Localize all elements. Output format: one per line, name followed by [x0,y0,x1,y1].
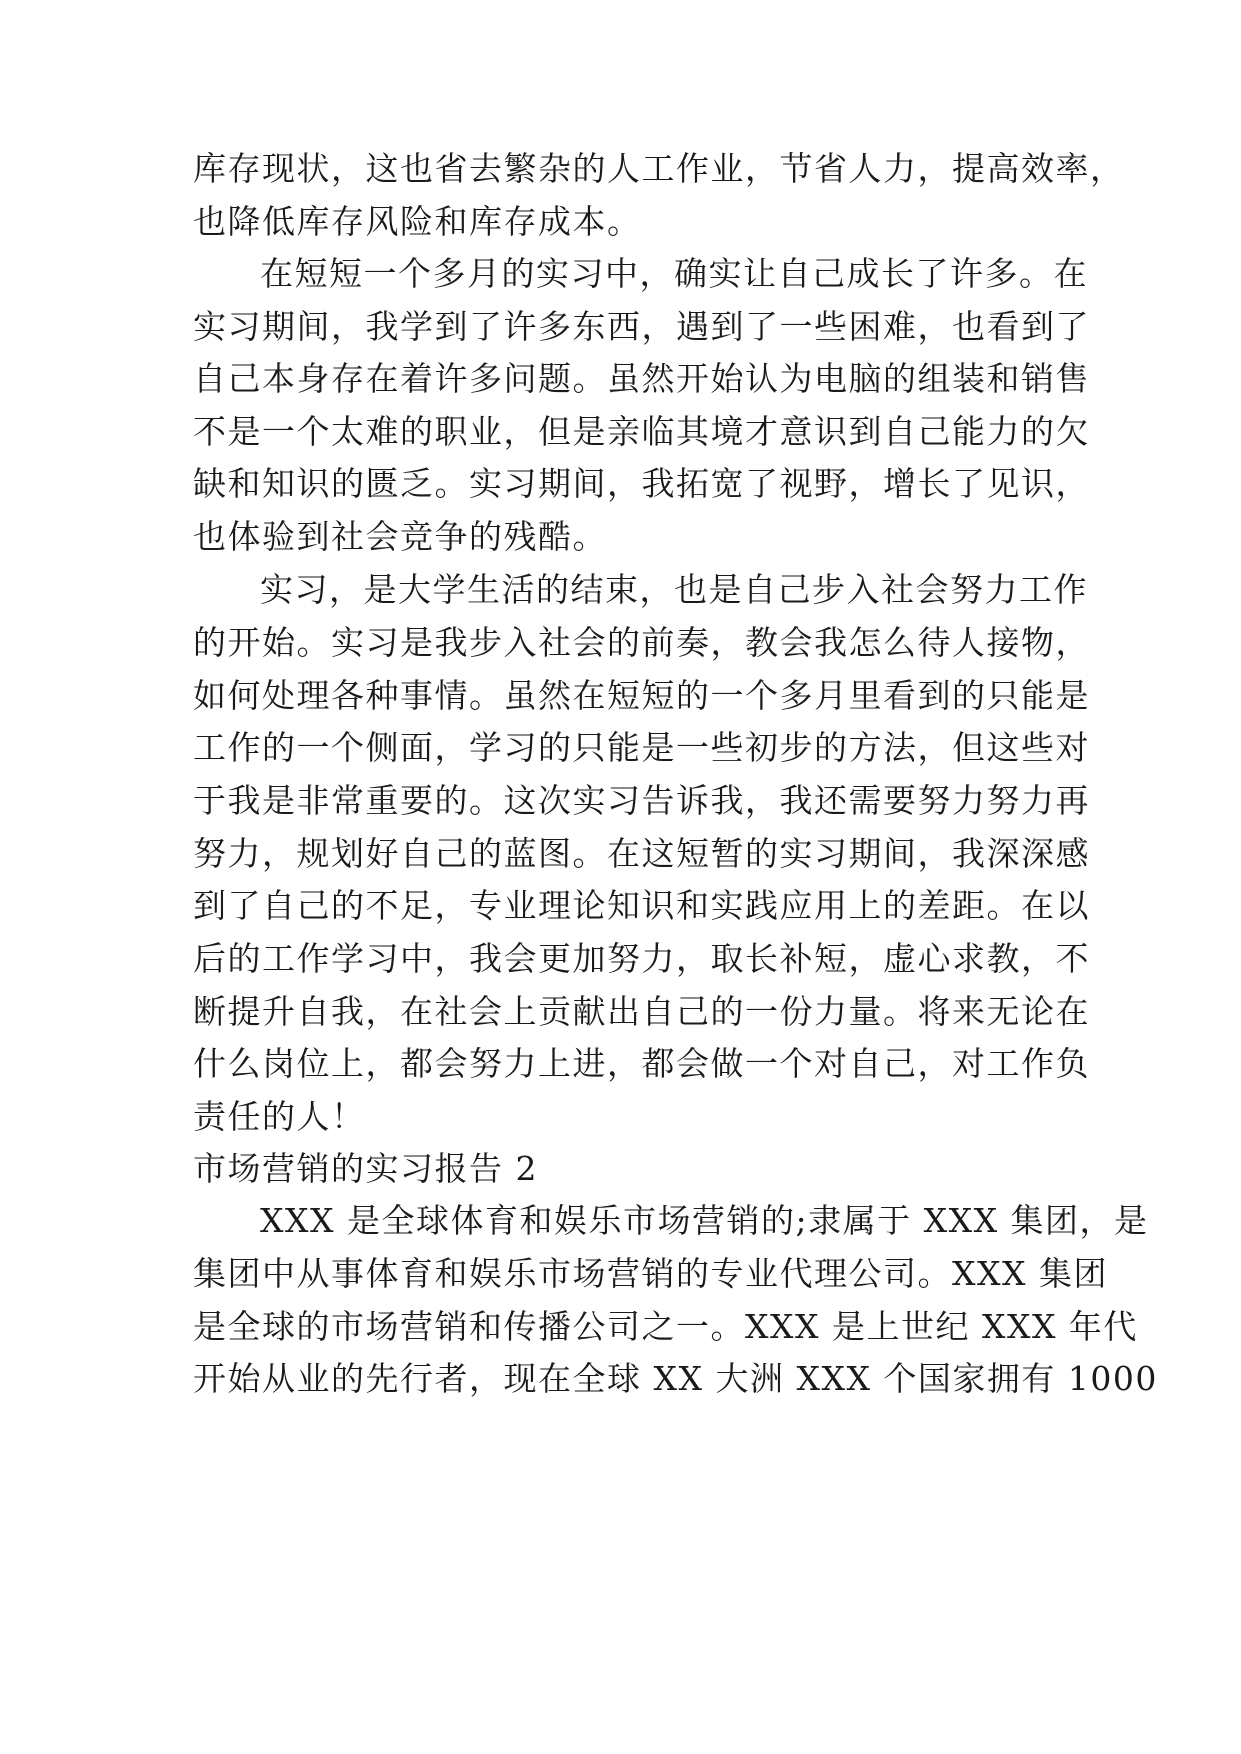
text-line: 集团中从事体育和娱乐市场营销的专业代理公司。XXX 集团 [193,1254,1108,1293]
paragraph-first-line: 在短短一个多月的实习中，确实让自己成长了许多。在 [260,254,1088,293]
text-line: 的开始。实习是我步入社会的前奏，教会我怎么待人接物， [193,623,1090,662]
text-line: 缺和知识的匮乏。实习期间，我拓宽了视野，增长了见识， [193,464,1090,503]
text-line: 自己本身存在着许多问题。虽然开始认为电脑的组装和销售 [193,359,1090,398]
text-line: 后的工作学习中，我会更加努力，取长补短，虚心求教，不 [193,939,1090,978]
text-line: 不是一个太难的职业，但是亲临其境才意识到自己能力的欠 [193,412,1090,451]
text-line: 如何处理各种事情。虽然在短短的一个多月里看到的只能是 [193,676,1090,715]
text-line: 什么岗位上，都会努力上进，都会做一个对自己，对工作负 [193,1044,1090,1083]
text-line: 也体验到社会竞争的残酷。 [193,517,607,556]
text-line: 是全球的市场营销和传播公司之一。XXX 是上世纪 XXX 年代 [193,1307,1138,1346]
text-line: 于我是非常重要的。这次实习告诉我，我还需要努力努力再 [193,781,1090,820]
text-line: 断提升自我，在社会上贡献出自己的一份力量。将来无论在 [193,992,1090,1031]
text-line: 库存现状，这也省去繁杂的人工作业，节省人力，提高效率， [193,149,1125,188]
text-line: 实习期间，我学到了许多东西，遇到了一些困难，也看到了 [193,307,1090,346]
text-line: 责任的人！ [193,1097,366,1136]
text-line: 开始从业的先行者，现在全球 XX 大洲 XXX 个国家拥有 1000 [193,1359,1158,1398]
paragraph-first-line: XXX 是全球体育和娱乐市场营销的;隶属于 XXX 集团，是 [260,1201,1149,1240]
section-heading: 市场营销的实习报告 2 [193,1149,538,1188]
text-line: 也降低库存风险和库存成本。 [193,202,642,241]
paragraph-first-line: 实习，是大学生活的结束，也是自己步入社会努力工作 [260,570,1088,609]
text-line: 努力，规划好自己的蓝图。在这短暂的实习期间，我深深感 [193,834,1090,873]
text-line: 到了自己的不足，专业理论知识和实践应用上的差距。在以 [193,886,1090,925]
text-line: 工作的一个侧面，学习的只能是一些初步的方法，但这些对 [193,728,1090,767]
